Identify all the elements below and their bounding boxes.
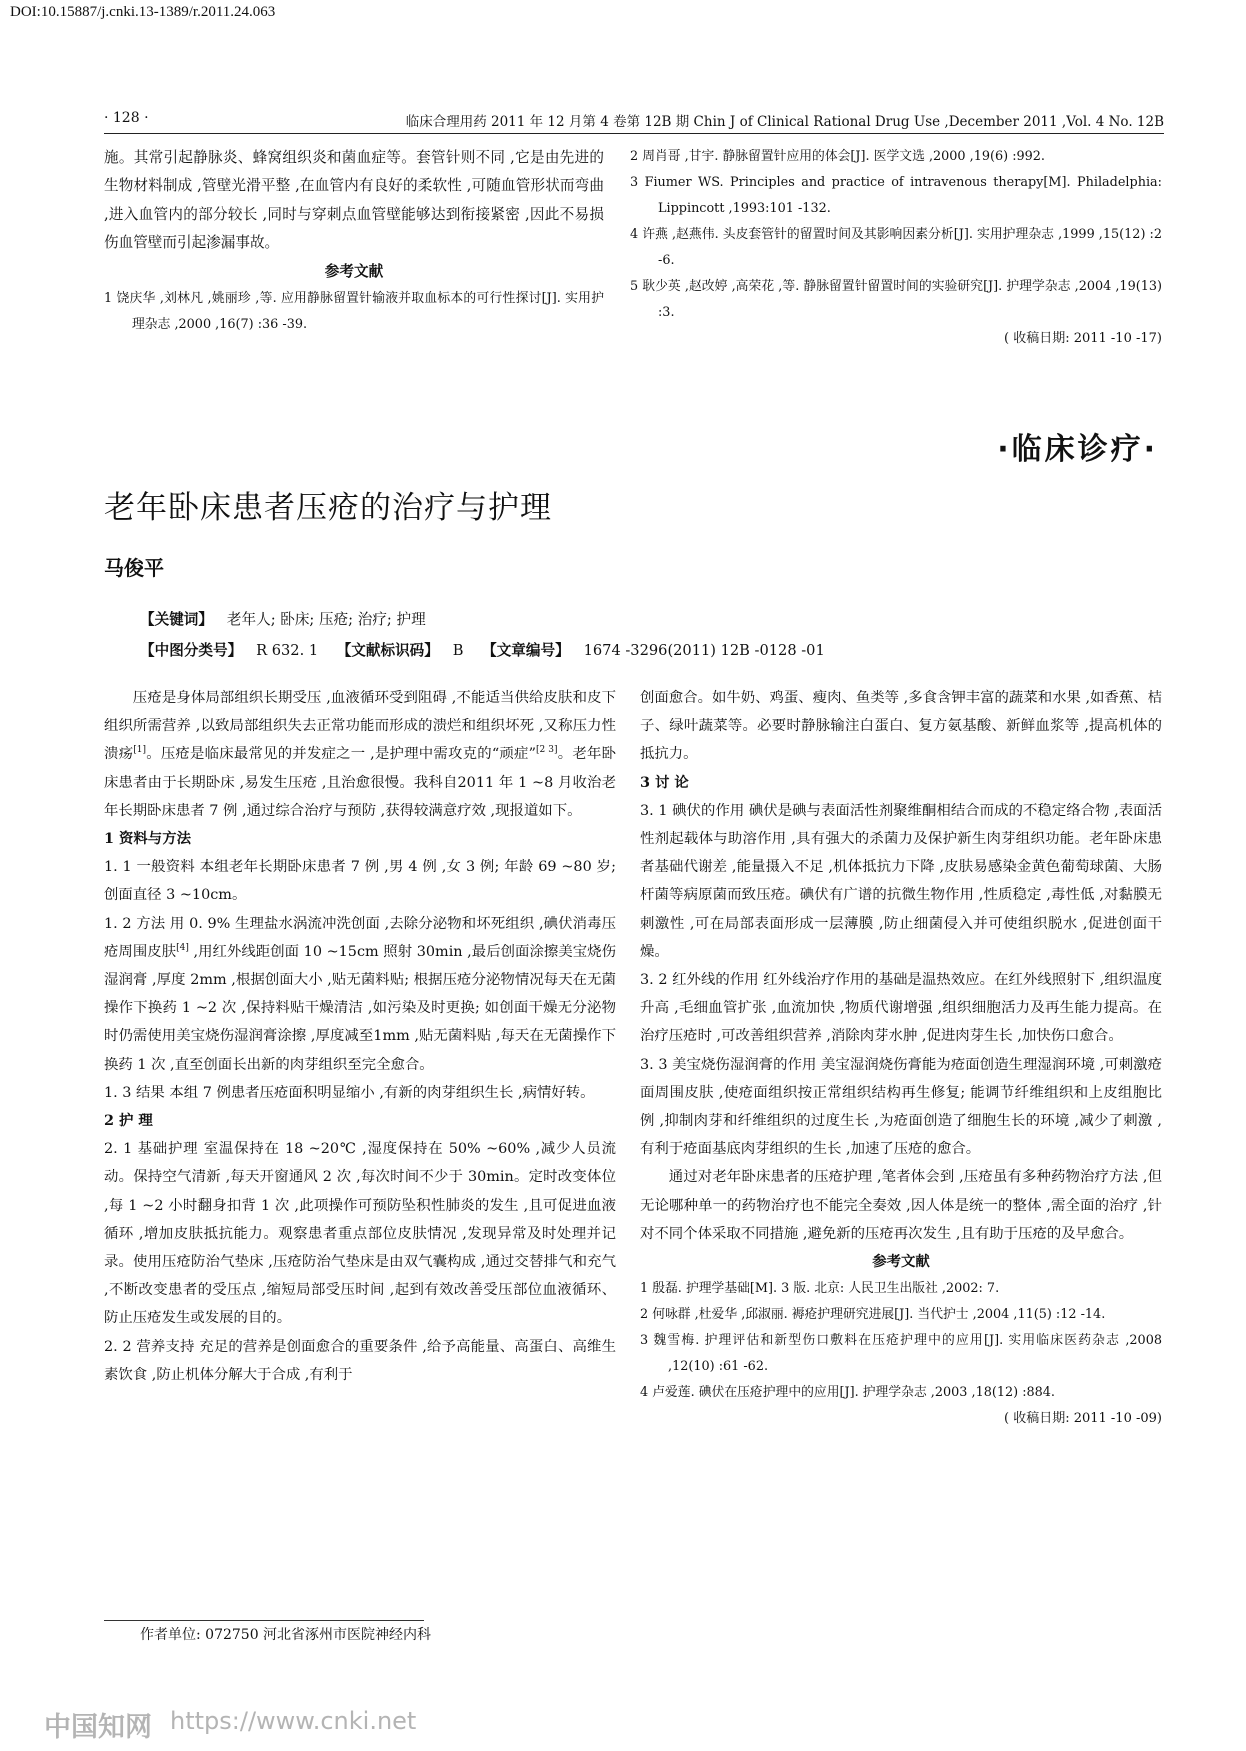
section-3-heading: 3 讨 论 <box>640 773 689 791</box>
section-3-3: 3. 3 美宝烧伤湿润膏的作用 美宝湿润烧伤膏能为疮面创造生理湿润环境 ,可刺激疮面周围皮肤 ,使疮面组织按正常组织结构再生修复; 能调节纤维组织和上皮组胞比例 ,抑制肉芽和纤维组织的过度生长 ,为疮面创造了细胞生长的环境 ,减少了刺激 ,有利于疮面基底肉芽组织的生长 ,加速了压疮的愈合。 <box>640 1056 1162 1158</box>
keywords-label: 【关键词】 <box>140 611 213 628</box>
running-header <box>104 108 1164 134</box>
prev-received-date: ( 收稿日期: 2011 -10 -17) <box>1003 331 1162 346</box>
id-value: 1674 -3296(2011) 12B -0128 -01 <box>583 642 825 659</box>
prev-article-left <box>104 144 604 338</box>
section-3-2: 3. 2 红外线的作用 红外线治疗作用的基础是温热效应。在红外线照射下 ,组织温度升高 ,毛细血管扩张 ,血流加快 ,物质代谢增强 ,组织细胞活力及再生能力提高。在治疗压疮时 ,可改善组织营养 ,消除肉芽水肿 ,促进肉芽生长 ,加快伤口愈合。 <box>640 972 1162 1045</box>
cnki-logo-watermark: 中国知网 <box>44 1712 152 1743</box>
doc-label: 【文献标识码】 <box>336 642 439 659</box>
prev-ref-5: 5 耿少英 ,赵改婷 ,高荣花 ,等. 静脉留置针留置时间的实验研究[J]. 护理学杂志 ,2004 ,19(13) :3. <box>630 279 1162 320</box>
doi-line: DOI:10.15887/j.cnki.13-1389/r.2011.24.063 <box>10 4 276 20</box>
prev-ref-4: 4 许燕 ,赵燕伟. 头皮套管针的留置时间及其影响因素分析[J]. 实用护理杂志 ,1999 ,15(12) :2 -6. <box>630 227 1162 268</box>
class-label: 【中图分类号】 <box>140 642 243 659</box>
id-label: 【文章编号】 <box>482 642 570 659</box>
ref-1: 1 殷磊. 护理学基础[M]. 3 版. 北京: 人民卫生出版社 ,2002: 7. <box>640 1281 1000 1297</box>
section-2-2: 2. 2 营养支持 充足的营养是创面愈合的重要条件 ,给予高能量、高蛋白、高维生素饮食 ,防止机体分解大于合成 ,有利于 <box>104 1338 616 1383</box>
journal-info: 临床合理用药 2011 年 12 月第 4 卷第 12B 期 Chin J of Clinical Rational Drug Use ,December 2011 ,Vol. 4 No. 12B <box>405 114 1164 130</box>
article-left-column <box>104 684 616 1389</box>
footnote-rule <box>104 1620 424 1621</box>
article-title: 老年卧床患者压疮的治疗与护理 <box>104 490 552 526</box>
prev-ref-1: 1 饶庆华 ,刘林凡 ,姚丽珍 ,等. 应用静脉留置针输液并取血标本的可行性探讨[J]. 实用护理杂志 ,2000 ,16(7) :36 -39. <box>104 291 604 333</box>
article-author: 马俊平 <box>104 556 164 580</box>
conclusion: 通过对老年卧床患者的压疮护理 ,笔者体会到 ,压疮虽有多种药物治疗方法 ,但无论哪种单一的药物治疗也不能完全奏效 ,因人体是统一的整体 ,需全面的治疗 ,针对不同个体采取不同措施 ,避免新的压疮再次发生 ,且有助于压疮的及早愈合。 <box>640 1169 1162 1242</box>
section-1-1: 1. 1 一般资料 本组老年长期卧床患者 7 例 ,男 4 例 ,女 3 例; 年龄 69 ~80 岁; 创面直径 3 ~10cm。 <box>104 859 616 904</box>
ref-4: 4 卢爱莲. 碘伏在压疮护理中的应用[J]. 护理学杂志 ,2003 ,18(12) :884. <box>640 1385 1055 1401</box>
prev-ref-2: 2 周肖哥 ,甘宇. 静脉留置针应用的体会[J]. 医学文选 ,2000 ,19(6) :992. <box>630 149 1045 164</box>
keywords: 老年人; 卧床; 压疮; 治疗; 护理 <box>226 611 426 628</box>
ref-2: 2 何咏群 ,杜爱华 ,邱淑丽. 褥疮护理研究进展[J]. 当代护士 ,2004 ,11(5) :12 -14. <box>640 1307 1106 1323</box>
prev-ref-3: 3 Fiumer WS. Principles and practice of intravenous therapy[M]. Philadelphia: Lippincott ,1993:101 -132. <box>630 175 1162 216</box>
refs-title: 参考文献 <box>872 1253 930 1271</box>
section-1-heading: 1 资料与方法 <box>104 830 191 848</box>
prev-article-right <box>630 144 1162 352</box>
prev-article-text: 施。其常引起静脉炎、蜂窝组织炎和菌血症等。套管针则不同 ,它是由先进的生物材料制成 ,管壁光滑平整 ,在血管内有良好的柔软性 ,可随血管形状而弯曲 ,进入血管内的部分较长 ,同时与穿刺点血管壁能够达到衔接紧密 ,因此不易损伤血管壁而引起渗漏事故。 <box>104 149 604 252</box>
section-2-1: 2. 1 基础护理 室温保持在 18 ~20℃ ,湿度保持在 50% ~60% ,减少人员流动。保持空气清新 ,每天开窗通风 2 次 ,每次时间不少于 30min。定时改变体位 ,每 1 ~2 小时翻身扣背 1 次 ,此项操作可预防坠积性肺炎的发生 ,且可促进血液循环 ,增加皮肤抵抗能力。观察患者重点部位皮肤情况 ,发现异常及时处理并记录。使用压疮防治气垫床 ,压疮防治气垫床是由双气囊构成 ,通过交替排气和充气 ,不断改变患者的受压点 ,缩短局部受压时间 ,起到有效改善受压部位血液循环、防止压疮发生或发展的目的。 <box>104 1141 616 1327</box>
section-1-2: 1. 2 方法 用 0. 9% 生理盐水涡流冲洗创面 ,去除分泌物和坏死组织 ,碘伏消毒压疮周围皮肤[4] ,用红外线距创面 10 ~15cm 照射 30min ,最后创面涂擦美宝烧伤湿润膏 ,厚度 2mm ,根据创面大小 ,贴无菌料贴; 根据压疮分泌物情况每天在无菌操作下换药 1 ~2 次 ,保持料贴干燥清洁 ,如污染及时更换; 如创面干燥无分泌物时仍需使用美宝烧伤湿润膏涂擦 ,厚度减至1mm ,贴无菌料贴 ,每天在无菌操作下换药 1 次 ,直至创面长出新的肉芽组织至完全愈合。 <box>104 915 616 1073</box>
received-date: ( 收稿日期: 2011 -10 -09) <box>1003 1411 1162 1427</box>
prev-refs-title: 参考文献 <box>324 262 384 280</box>
ref-3: 3 魏雪梅. 护理评估和新型伤口敷料在压疮护理中的应用[J]. 实用临床医药杂志 ,2008 ,12(10) :61 -62. <box>640 1333 1162 1375</box>
cnki-url-watermark: https://www.cnki.net <box>170 1707 417 1735</box>
author-affiliation: 作者单位: 072750 河北省涿州市医院神经内科 <box>140 1627 432 1643</box>
class-value: R 632. 1 <box>256 642 319 659</box>
doc-value: B <box>452 642 464 659</box>
section-3-1: 3. 1 碘伏的作用 碘伏是碘与表面活性剂聚维酮相结合而成的不稳定络合物 ,表面活性剂起载体与助溶作用 ,具有强大的杀菌力及保护新生肉芽组织功能。老年卧床患者基础代谢差 ,能量摄入不足 ,机体抵抗力下降 ,皮肤易感染金黄色葡萄球菌、大肠杆菌等病原菌而致压疮。碘伏有广谱的抗微生物作用 ,性质稳定 ,毒性低 ,对黏膜无刺激性 ,可在局部表面形成一层薄膜 ,防止细菌侵入并可使组织脱水 ,促进创面干燥。 <box>640 802 1162 960</box>
continued-text: 创面愈合。如牛奶、鸡蛋、瘦肉、鱼类等 ,多食含钾丰富的蔬菜和水果 ,如香蕉、桔子、绿叶蔬菜等。必要时静脉输注白蛋白、复方氨基酸、新鲜血浆等 ,提高机体的抵抗力。 <box>640 690 1162 763</box>
intro-paragraph: 压疮是身体局部组织长期受压 ,血液循环受到阻碍 ,不能适当供给皮肤和皮下组织所需营养 ,以致局部组织失去正常功能而形成的溃烂和组织坏死 ,又称压力性溃疡[1]。压疮是临床最常见的并发症之一 ,是护理中需攻克的“顽症”[2 3]。老年卧床患者由于长期卧床 ,易发生压疮 ,且治愈很慢。我科自2011 年 1 ~8 月收治老年长期卧床患者 7 例 ,通过综合治疗与预防 ,获得较满意疗效 ,现报道如下。 <box>104 690 616 819</box>
keywords-block <box>140 604 825 666</box>
column-tag: ·临床诊疗· <box>997 432 1158 467</box>
page-number: · 128 · <box>104 110 149 126</box>
article-right-column <box>640 684 1162 1432</box>
section-2-heading: 2 护 理 <box>104 1112 153 1130</box>
section-1-3: 1. 3 结果 本组 7 例患者压疮面积明显缩小 ,有新的肉芽组织生长 ,病情好转。 <box>104 1084 595 1101</box>
